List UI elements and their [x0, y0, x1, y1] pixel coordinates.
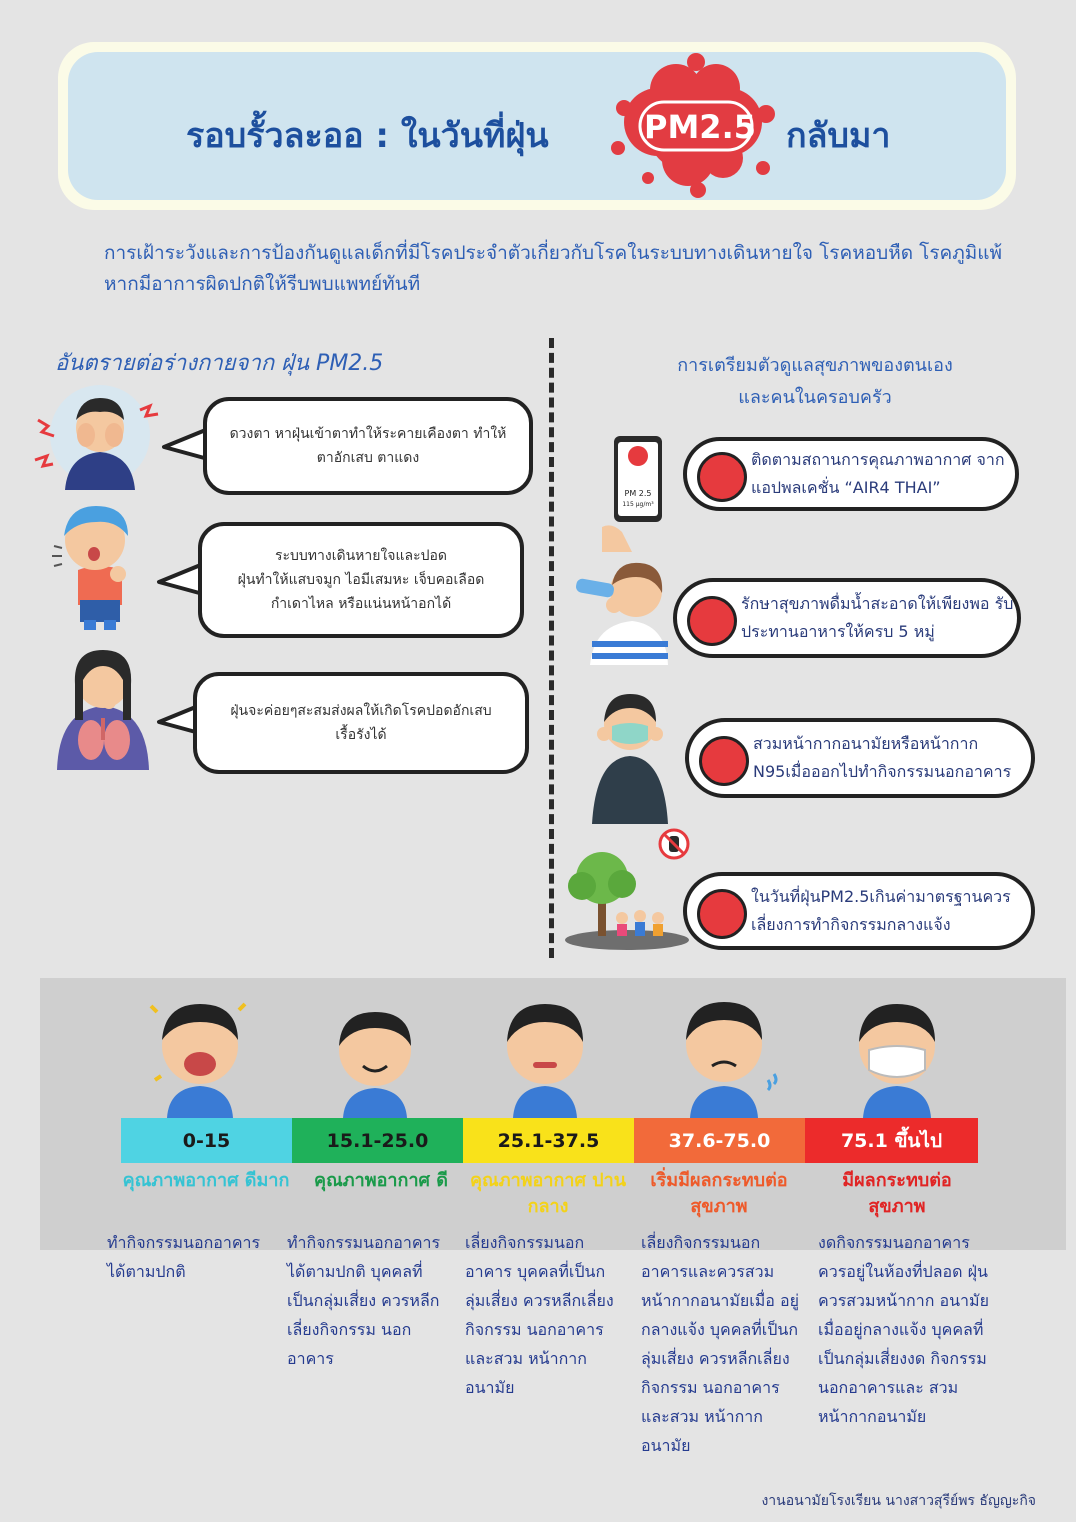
prep-item-mask: [685, 718, 1035, 798]
left-section-title: อันตรายต่อร่างกายจาก ฝุ่น PM2.5: [55, 351, 384, 376]
aqi-range-health-effect: [805, 1118, 978, 1163]
aqi-desc-starting-effect: เลี่ยงกิจกรรมนอก อาคารและควรสวม หน้ากากอนามัยเมื่อ อยู่กลางแจ้ง บุคคลที่เป็นกลุ่มเสี่ยง ควรหลีกเลี่ยงกิจกรรม นอกอาคารและสวม หน้ากากอนามัย: [641, 1233, 799, 1455]
aqi-range-text: 15.1-25.0: [326, 1129, 429, 1152]
aqi-label-moderate: คุณภาพอากาศ ปานกลาง: [469, 1170, 627, 1217]
aqi-label-health-effect: มีผลกระทบต่อ สุขภาพ: [842, 1170, 952, 1217]
aqi-range-text: 75.1 ขึ้นไป: [840, 1129, 943, 1152]
prep-item-text: รักษาสุขภาพดื่มน้ำสะอาดให้เพียงพอ รับประทานอาหารให้ครบ 5 หมู่: [741, 594, 1014, 641]
prep-item-air4thai: [683, 437, 1019, 511]
red-dot-icon: [697, 889, 747, 939]
phone-pm-label: PM 2.5: [624, 489, 652, 498]
respiratory-effect-bubble: ระบบทางเดินหายใจและปอด ฝุ่นทำให้แสบจมูก ไอมีเสมหะ เจ็บคอเลือดกำเดาไหล หรือแน่นหน้าอกได้: [198, 522, 524, 638]
title-part-2: กลับมา: [786, 116, 891, 156]
aqi-range-good: [292, 1118, 463, 1163]
aqi-desc-health-effect: งดกิจกรรมนอกอาคาร ควรอยู่ในห้องที่ปลอด ฝุ่น ควรสวมหน้ากาก อนามัยเมื่ออยู่กลางแจ้ง บุคคลที่เป็นกลุ่มเสี่ยงงด กิจกรรมนอกอาคารและ สวมหน้ากากอนามัย: [818, 1233, 989, 1426]
right-title-line-1: การเตรียมตัวดูแลสุขภาพของตนเอง: [677, 355, 953, 376]
aqi-range-starting-effect: [634, 1118, 805, 1163]
title-part-1: รอบรั้วละออ : ในวันที่ฝุ่น: [186, 116, 549, 156]
lung-disease-illustration-icon: [45, 640, 160, 770]
prep-item-text: ติดตามสถานการคุณภาพอากาศ จากแอปพลเคชั่น “AIR4 THAI”: [751, 450, 1005, 497]
footer-credit: งานอนามัยโรงเรียน นางสาวสุรีย์พร ธัญญะกิจ: [761, 1493, 1036, 1509]
aqi-desc-very-good: ทำกิจกรรมนอกอาคาร ได้ตามปกติ: [107, 1233, 261, 1281]
prep-item-avoid-outdoor: [683, 872, 1035, 950]
masked-face-icon: [845, 990, 950, 1118]
eye-effect-bubble: ดวงตา หาฝุ่นเข้าตาทำให้ระคายเคืองตา ทำให้ตาอักเสบ ตาแดง: [203, 397, 533, 495]
very-happy-face-icon: [145, 990, 255, 1118]
center-divider: [549, 338, 554, 958]
prep-item-water-food: [673, 578, 1021, 658]
mask-wearing-illustration-icon: [590, 684, 670, 824]
aqi-range-text: 25.1-37.5: [497, 1129, 600, 1152]
aqi-desc-moderate: เลี่ยงกิจกรรมนอก อาคาร บุคคลที่เป็นกลุ่มเสี่ยง ควรหลีกเลี่ยงกิจกรรม นอกอาคารและสวม หน้ากากอนามัย: [465, 1233, 614, 1397]
prep-item-text: สวมหน้ากากอนามัยหรือหน้ากาก N95เมื่อออกไปทำกิจกรรมนอกอาคาร: [753, 734, 1012, 781]
red-dot-icon: [699, 736, 749, 786]
worried-face-icon: [672, 988, 782, 1118]
drinking-water-illustration-icon: [570, 555, 670, 665]
happy-face-icon: [325, 1000, 425, 1118]
coughing-child-illustration-icon: [50, 500, 150, 635]
red-dot-icon: [697, 452, 747, 502]
outdoor-activity-illustration-icon: [562, 850, 692, 950]
eye-irritation-illustration-icon: [30, 380, 160, 490]
aqi-desc-good: ทำกิจกรรมนอกอาคาร ได้ตามปกติ บุคคลที่เป็นกลุ่มเสี่ยง ควรหลีกเลี่ยงกิจกรรม นอกอาคาร: [287, 1233, 441, 1368]
aqi-label-good: คุณภาพอากาศ ดี: [314, 1170, 448, 1191]
aqi-range-moderate: [463, 1118, 634, 1163]
right-title-line-2: และคนในครอบครัว: [738, 387, 892, 408]
lung-effect-bubble: ฝุ่นจะค่อยๆสะสมส่งผลให้เกิดโรคปอดอักเสบเรื้อรังได้: [193, 672, 529, 774]
intro-text: การเฝ้าระวังและการป้องกันดูแลเด็กที่มีโรคประจำตัวเกี่ยวกับโรคในระบบทางเดินหายใจ โรคหอบหืด โรคภูมิแพ้ หากมีอาการผิดปกติให้รีบพบแพทย์ทันที: [104, 242, 1003, 295]
aqi-label-starting-effect: เริ่มมีผลกระทบต่อ สุขภาพ: [650, 1170, 788, 1217]
red-dot-icon: [687, 596, 737, 646]
neutral-face-icon: [495, 990, 595, 1118]
phone-pm-value: 115 µg/m³: [622, 501, 654, 508]
prep-item-text: ในวันที่ฝุ่นPM2.5เกินค่ามาตรฐานควร เลี่ยงการทำกิจกรรมกลางแจ้ง: [751, 887, 1011, 934]
aqi-label-very-good: คุณภาพอากาศ ดีมาก: [122, 1170, 290, 1191]
title-pm-label: PM2.5: [644, 108, 756, 146]
aqi-range-very-good: [121, 1118, 292, 1163]
aqi-range-text: 37.6-75.0: [668, 1129, 771, 1152]
aqi-range-text: 0-15: [182, 1129, 231, 1152]
right-section-title: [640, 350, 990, 414]
phone-air-quality-icon: [602, 432, 672, 552]
